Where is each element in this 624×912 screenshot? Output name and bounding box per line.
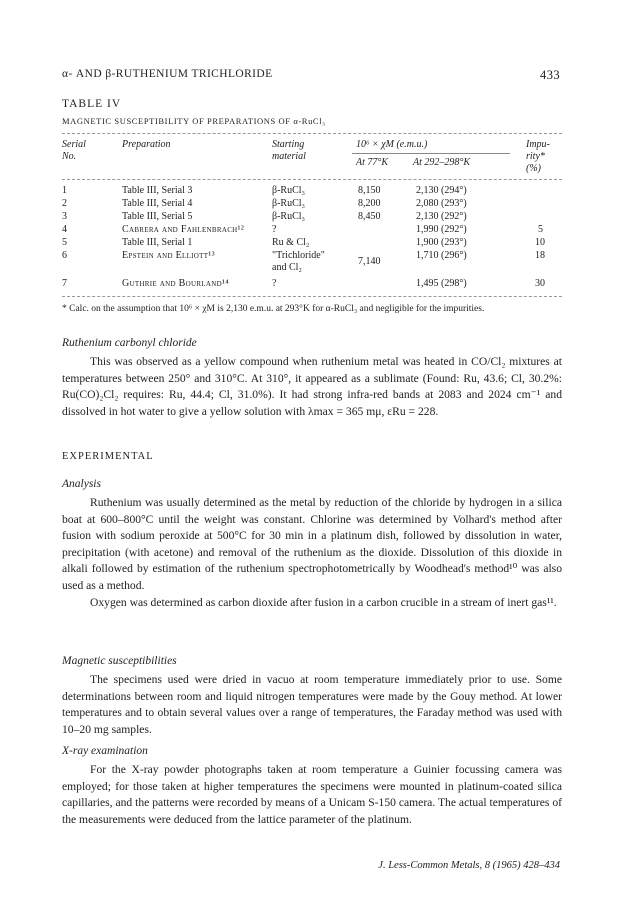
row-77k: 8,150	[358, 185, 381, 196]
row-material: ?	[272, 278, 277, 289]
col-header-chi: 10⁶ × χM (e.m.u.)	[356, 139, 428, 150]
xray-heading: X-ray examination	[62, 745, 148, 757]
row-room: 1,900 (293°)	[416, 237, 467, 248]
row-preparation: Table III, Serial 4	[122, 198, 193, 209]
row-serial: 5	[62, 237, 67, 248]
row-material: β-RuCl₃	[272, 185, 306, 196]
xray-body	[62, 762, 562, 828]
header-bottom-rule	[62, 179, 562, 180]
col-header-serial: Serial No.	[62, 139, 86, 162]
row-77k: 8,450	[358, 211, 381, 222]
row-preparation: Cabrera and Fahlenbrach¹²	[122, 224, 245, 235]
running-header	[62, 68, 562, 84]
row-preparation: Table III, Serial 1	[122, 237, 193, 248]
row-preparation: Table III, Serial 3	[122, 185, 193, 196]
row-material: ?	[272, 224, 277, 235]
col-header-preparation: Preparation	[122, 139, 171, 150]
row-preparation: Epstein and Elliott¹³	[122, 250, 215, 261]
xray-paragraph: For the X-ray powder photographs taken at room temperature a Guinier focussing camera was employed; for those taken at higher temperatures the specimens were mounted in platinum-coated silica capillaries, and the patterns were recorded by means of a Unicam S-150 camera. The actual temperatures of the measurements were deduced from the lattice parameter of the platinum.	[62, 763, 562, 826]
row-serial: 2	[62, 198, 67, 209]
row-room: 1,990 (292°)	[416, 224, 467, 235]
row-material-cont: and Cl₂	[272, 262, 302, 273]
row-preparation: Table III, Serial 5	[122, 211, 193, 222]
row-impurity: 5	[538, 224, 543, 235]
page-number: 433	[540, 68, 560, 82]
journal-reference: J. Less-Common Metals, 8 (1965) 428–434	[378, 860, 560, 871]
table-bottom-rule	[62, 296, 562, 297]
analysis-paragraph-1: Ruthenium was usually determined as the metal by reduction of the chloride by hydrogen in a silica boat at 600–800°C until the weight was constant. Chlorine was determined by Volhard's method after fusion with sodium peroxide at 500°C for 30 min in a platinum dish, followed by dissolution in water, precipitation (with acetone) and removal of the ruthenium as the dioxide. Dissolution of this dioxide in alkali followed by estimation of the ruthenium spectrophotometrically by Woodhead's method¹⁰ was also used as a method.	[62, 496, 562, 592]
magnetic-heading: Magnetic susceptibilities	[62, 655, 177, 667]
col-header-room: At 292–298°K	[413, 157, 471, 168]
row-impurity: 18	[535, 250, 545, 261]
analysis-heading: Analysis	[62, 478, 101, 490]
row-room: 2,080 (293°)	[416, 198, 467, 209]
magnetic-body	[62, 672, 562, 738]
row-impurity: 10	[535, 237, 545, 248]
carbonyl-text: This was observed as a yellow compound when ruthenium metal was heated in CO/Cl₂ mixtures at temperatures between 250° and 310°C. At 310°, it appeared as a sublimate (Found: Ru, 43.6; Cl, 30.2%: Ru(CO)₂Cl₂ requires: Ru, 44.4; Cl, 31.0%). It had strong infra-red bands at 2083 and 2024 cm⁻¹ and dissolved in hot water to give a yellow solution with λmax = 365 mμ, εRu = 228.	[62, 355, 562, 418]
row-77k: 7,140	[358, 256, 381, 267]
row-preparation: Guthrie and Bourland¹⁴	[122, 278, 230, 289]
experimental-heading: EXPERIMENTAL	[62, 451, 154, 462]
row-serial: 1	[62, 185, 67, 196]
carbonyl-heading: Ruthenium carbonyl chloride	[62, 337, 197, 349]
running-title: α- AND β-RUTHENIUM TRICHLORIDE	[62, 68, 273, 80]
magnetic-paragraph: The specimens used were dried in vacuo at room temperature immediately prior to use. Some determinations between room and liquid nitrogen temperatures were made by the Gouy method. At lower temperatures and to obtain several values over a range of temperatures, the Faraday method was used with 10–20 mg samples.	[62, 673, 562, 736]
row-serial: 3	[62, 211, 67, 222]
row-room: 2,130 (294°)	[416, 185, 467, 196]
col-header-77k: At 77°K	[356, 157, 389, 168]
chi-subrule	[352, 153, 510, 154]
row-material: "Trichloride"	[272, 250, 325, 261]
row-room: 2,130 (292°)	[416, 211, 467, 222]
col-header-starting: Starting material	[272, 139, 306, 162]
row-serial: 4	[62, 224, 67, 235]
table-title: TABLE IV	[62, 98, 122, 110]
table-top-rule	[62, 133, 562, 134]
row-material: β-RuCl₃	[272, 198, 306, 209]
analysis-paragraph-2: Oxygen was determined as carbon dioxide after fusion in a carbon crucible in a stream of inert gas¹¹.	[90, 595, 557, 609]
col-header-impurity: Impu- rity* (%)	[526, 139, 550, 174]
row-serial: 7	[62, 278, 67, 289]
table-footnote: * Calc. on the assumption that 10⁶ × χM is 2,130 e.m.u. at 293°K for α-RuCl₃ and negligible for the impurities.	[62, 304, 485, 314]
row-room: 1,495 (298°)	[416, 278, 467, 289]
row-room: 1,710 (296°)	[416, 250, 467, 261]
row-material: β-RuCl₃	[272, 211, 306, 222]
row-impurity: 30	[535, 278, 545, 289]
carbonyl-paragraph	[62, 354, 562, 420]
table-caption: MAGNETIC SUSCEPTIBILITY OF PREPARATIONS OF α-RuCl₃	[62, 116, 326, 126]
row-serial: 6	[62, 250, 67, 261]
row-material: Ru & Cl₂	[272, 237, 310, 248]
row-77k: 8,200	[358, 198, 381, 209]
analysis-body	[62, 495, 562, 611]
